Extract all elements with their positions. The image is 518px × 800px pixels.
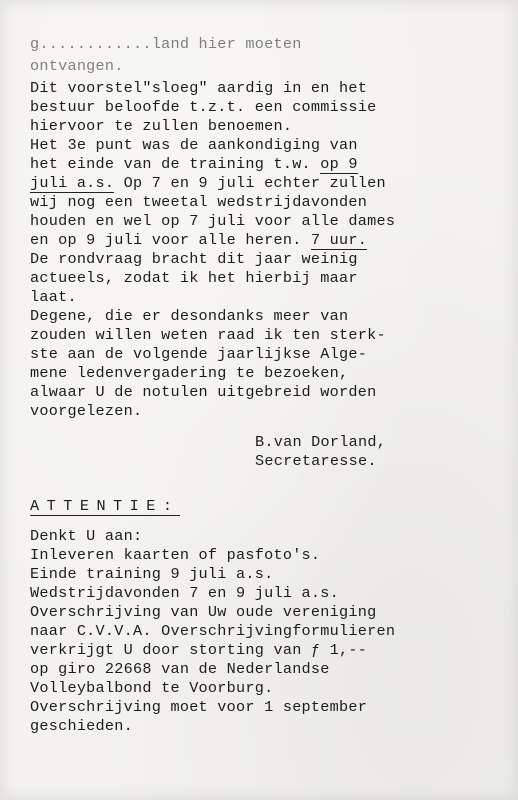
- text-line: [30, 174, 386, 193]
- text-line: mene ledenvergadering te bezoeken,: [30, 364, 349, 382]
- attention-line: Overschrijving van Uw oude vereniging: [30, 603, 377, 621]
- text-line: zouden willen weten raad ik ten sterk-: [30, 326, 386, 344]
- attention-heading-text: ATTENTIE:: [30, 497, 180, 515]
- text-line: Het 3e punt was de aankondiging van: [30, 136, 358, 154]
- attention-line: Volleybalbond te Voorburg.: [30, 679, 274, 697]
- attention-line: Overschrijving moet voor 1 september: [30, 698, 368, 716]
- text-line: Degene, die er desondanks meer van: [30, 307, 349, 325]
- text-line: wij nog een tweetal wedstrijdavonden: [30, 193, 368, 211]
- attention-line: verkrijgt U door storting van ƒ 1,--: [30, 641, 368, 659]
- signature-name: B.van Dorland,: [255, 433, 387, 451]
- text-segment: het einde van de training t.w.: [30, 155, 311, 173]
- text-line: houden en wel op 7 juli voor alle dames: [30, 212, 396, 230]
- text-line: ontvangen.: [30, 57, 124, 75]
- underlined-time: 7 uur.: [310, 231, 368, 249]
- underlined-date: op 9: [320, 155, 358, 173]
- text-line: actueels, zodat ik het hierbij maar: [30, 269, 358, 287]
- text-line: alwaar U de notulen uitgebreid worden: [30, 383, 377, 401]
- attention-line: Inleveren kaarten of pasfoto's.: [30, 546, 321, 564]
- text-line: g............land hier moeten: [30, 35, 302, 53]
- text-segment: Op 7 en 9 juli echter zullen: [114, 174, 386, 192]
- attention-line: Wedstrijdavonden 7 en 9 juli a.s.: [30, 584, 340, 602]
- text-segment: en op 9 juli voor alle heren.: [30, 231, 302, 249]
- text-line: [30, 155, 358, 174]
- attention-heading: [30, 497, 180, 516]
- attention-line: Denkt U aan:: [30, 527, 143, 545]
- text-line: [30, 231, 367, 250]
- attention-line: op giro 22668 van de Nederlandse: [30, 660, 330, 678]
- signature-title: Secretaresse.: [255, 452, 377, 470]
- attention-line: geschieden.: [30, 717, 134, 735]
- text-line: bestuur beloofde t.z.t. een commissie: [30, 98, 377, 116]
- attention-line: Einde training 9 juli a.s.: [30, 565, 274, 583]
- text-line: voorgelezen.: [30, 402, 143, 420]
- text-line: Dit voorstel"sloeg" aardig in en het: [30, 79, 368, 97]
- text-line: laat.: [30, 288, 77, 306]
- underlined-date: juli a.s.: [30, 174, 115, 192]
- text-line: De rondvraag bracht dit jaar weinig: [30, 250, 358, 268]
- text-line: ste aan de volgende jaarlijkse Alge-: [30, 345, 368, 363]
- text-line: hiervoor te zullen benoemen.: [30, 117, 293, 135]
- attention-line: naar C.V.V.A. Overschrijvingformulieren: [30, 622, 396, 640]
